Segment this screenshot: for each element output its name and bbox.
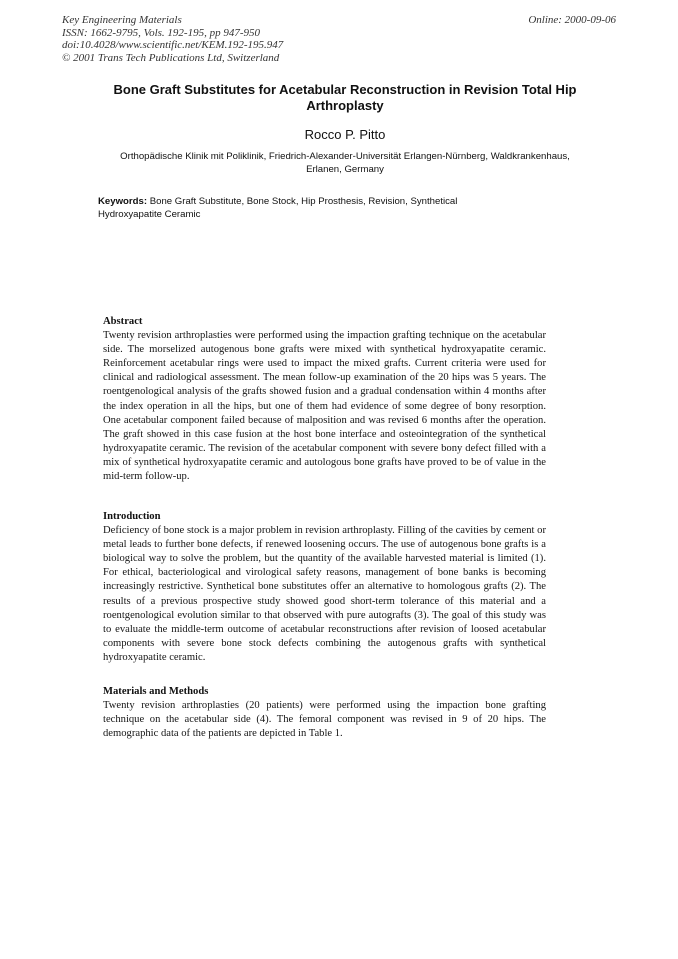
journal-metadata: [62, 14, 283, 64]
author-affiliation: Orthopädische Klinik mit Poliklinik, Friedrich-Alexander-Universität Erlangen-Nürnberg, Waldkrankenhaus, Erlanen, Germany: [120, 151, 570, 175]
abstract-text: Twenty revision arthroplasties were performed using the impaction grafting technique on the acetabular side. The morselized autogenous bone grafts were mixed with synthetical hydroxyapatite ceramic. Reinforcement acetabular rings were used to impact the mixed grafts. Current criteria were used for clinical and radiological assessment. The mean follow-up examination of the 20 hips was 5 years. The roentgenological analysis of the grafts showed fusion and a gradual condensation within 4 months after the index operation in all the hips, but one of them had evidence of some degree of bony resorption. One acetabular component failed because of malposition and was revised 6 months after the operation. The graft showed in this case fusion at the host bone interface and osteointegration of the synthetical hydroxyapatite ceramic. The revision of the acetabular component with severe bony defect filled with a mix of synthetical hydroxyapatite ceramic and autologous bone grafts have proved to be of value in the mid-term follow-up.: [103, 330, 546, 483]
copyright-line: © 2001 Trans Tech Publications Ltd, Switzerland: [62, 51, 280, 64]
online-date: Online: 2000-09-06: [528, 14, 616, 26]
methods-heading: Materials and Methods: [103, 686, 209, 697]
keywords-list: Bone Graft Substitute, Bone Stock, Hip Prosthesis, Revision, Synthetical Hydroxyapatite Ceramic: [98, 196, 458, 220]
introduction-section: [103, 510, 546, 665]
doi-line: doi:10.4028/www.scientific.net/KEM.192-195.947: [62, 39, 284, 51]
keywords-block: [98, 195, 518, 221]
abstract-heading: Abstract: [103, 316, 143, 327]
abstract-section: [103, 315, 546, 484]
introduction-text: Deficiency of bone stock is a major problem in revision arthroplasty. Filling of the cavities by cement or metal leads to further bone defects, if renewed loosening occurs. The use of autogenous bone grafts is a biological way to solve the problem, but the quantity of the available harvested material is limited (1). For ethical, bacteriological and virological safety reasons, management of bone banks is becoming increasingly restrictive. Synthetical bone substitutes offer an alternative to homologous grafts (2). The results of a previous prospective study showed good short-term tolerance of this material and a roentgenological evolution similar to that observed with pure autografts (3). The goal of this study was to evaluate the middle-term outcome of acetabular reconstructions after revision of loosed acetabular components with severe bone stock defects combining the autogenous grafts with synthetical hydroxyapatite ceramic.: [103, 525, 546, 663]
issn-line: ISSN: 1662-9795, Vols. 192-195, pp 947-950: [62, 26, 260, 39]
methods-text: Twenty revision arthroplasties (20 patients) were performed using the impaction bone grafting technique on the acetabular side (4). The femoral component was revised in 9 of 20 hips. The demographic data of the patients are depicted in Table 1.: [103, 700, 546, 740]
paper-title: Bone Graft Substitutes for Acetabular Reconstruction in Revision Total Hip Arthroplasty: [113, 82, 577, 113]
paper-author: Rocco P. Pitto: [304, 127, 386, 142]
keywords-label: Keywords:: [98, 196, 148, 207]
methods-section: [103, 685, 546, 741]
introduction-heading: Introduction: [103, 511, 161, 522]
journal-name: Key Engineering Materials: [62, 14, 182, 26]
